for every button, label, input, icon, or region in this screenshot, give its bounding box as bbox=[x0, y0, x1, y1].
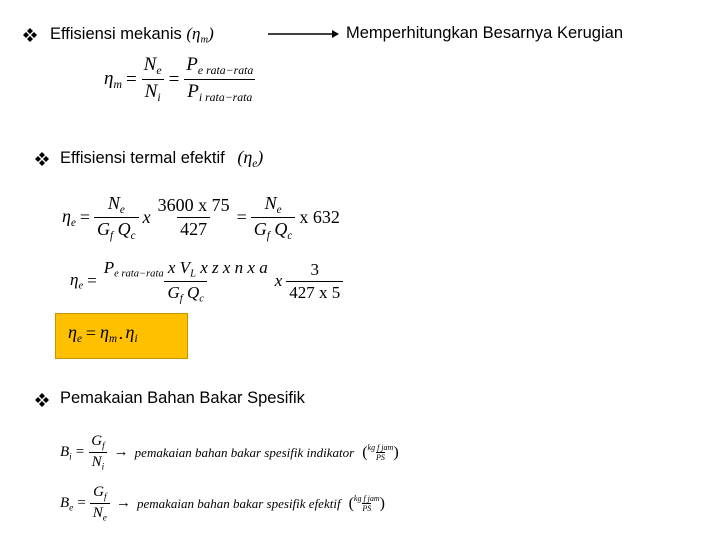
eq6-fraction: $\frac{G_f}{N_e}$ bbox=[90, 484, 110, 524]
eq1-fraction-pe-pi: $\frac{P_{e rata-rata}}{P_{i rata-rata}}$ bbox=[183, 54, 256, 105]
right-arrow-icon: → bbox=[115, 495, 131, 512]
eq5-fraction: $\frac{G_f}{N_i}$ bbox=[88, 433, 107, 473]
eq6-unit: $\frac{\text{kg f jam}}{PS}$ bbox=[353, 494, 380, 514]
equation-eta-m: $\eta_m$ = $\frac{N_e}{N_i}$ = $\frac{P_{e rata-rata}}{P_{i rata-rata}}$ bbox=[104, 54, 256, 105]
eq5-unit: $\frac{\text{kg f jam}}{PS}$ bbox=[367, 443, 394, 463]
equation-bi: $B_i$ = $\frac{G_f}{N_i}$ → pemakaian bahan bakar spesifik indikator ( $\frac{\text{kg f jam}}{PS}$ ) bbox=[60, 433, 399, 473]
eq3-fraction-constant: $\frac{3}{427 x 5}$ bbox=[286, 260, 343, 303]
heading-label: Effisiensi termal efektif bbox=[60, 149, 225, 167]
heading-effisiensi-termal-efektif bbox=[60, 147, 263, 170]
eq5-description: pemakaian bahan bakar spesifik indikator bbox=[134, 444, 355, 460]
diamond-bullet-icon bbox=[22, 27, 38, 43]
heading-bahan-bakar-spesifik: Pemakaian Bahan Bakar Spesifik bbox=[60, 389, 305, 407]
eta-e-symbol: $(\eta_e)$ bbox=[237, 147, 264, 170]
eq2-fraction-ne-gfqc: $\frac{N_e}{G_f Q_c}$ bbox=[94, 193, 139, 242]
heading-effisiensi-mekanis bbox=[50, 24, 214, 46]
equation-eta-e-product: $\eta_e$ = $\eta_m$ . $\eta_i$ bbox=[68, 322, 138, 345]
equation-eta-e-mean-pressure: $\eta_e$ = $\frac{P_{e rata-rata} x V_L x z x n x a}{G_f Q_c}$ x $\frac{3}{427 x 5}$ bbox=[70, 258, 343, 304]
eq1-lhs: $\eta_m$ bbox=[104, 67, 122, 91]
eq2-lhs: $\eta_e$ bbox=[62, 205, 76, 229]
equation-eta-e-numeric: $\eta_e$ = $\frac{N_e}{G_f Q_c}$ x $\frac{3600 x 75}{427}$ = $\frac{N_e}{G_f Q_c}$ x 632 bbox=[62, 193, 344, 242]
result-text: Memperhitungkan Besarnya Kerugian bbox=[346, 24, 623, 42]
right-arrow-icon: → bbox=[113, 444, 129, 461]
eq1-fraction-ne-ni: $\frac{N_e}{N_i}$ bbox=[141, 54, 165, 105]
eq3-main-fraction: $\frac{P_{e rata-rata} x V_L x z x n x a}{G_f Q_c}$ bbox=[103, 258, 268, 305]
eq3-lhs: $\eta_e$ bbox=[70, 270, 84, 293]
equation-be: $B_e$ = $\frac{G_f}{N_e}$ → pemakaian bahan bakar spesifik efektif ( $\frac{\text{kg f jam}}{PS}$ ) bbox=[60, 484, 385, 524]
eq2-tail: x 632 bbox=[299, 206, 340, 227]
diamond-bullet-icon bbox=[34, 151, 50, 167]
right-arrow-icon bbox=[268, 28, 340, 40]
eta-m-symbol: $(\eta_m)$ bbox=[186, 24, 214, 46]
eq2-fraction-constant: $\frac{3600 x 75}{427}$ bbox=[157, 194, 230, 239]
heading-label: Effisiensi mekanis bbox=[50, 25, 182, 43]
eq2-fraction-ne-gfqc-2: $\frac{N_e}{G_f Q_c}$ bbox=[251, 193, 296, 242]
diamond-bullet-icon bbox=[34, 392, 50, 408]
eq6-description: pemakaian bahan bakar spesifik efektif bbox=[136, 495, 341, 511]
